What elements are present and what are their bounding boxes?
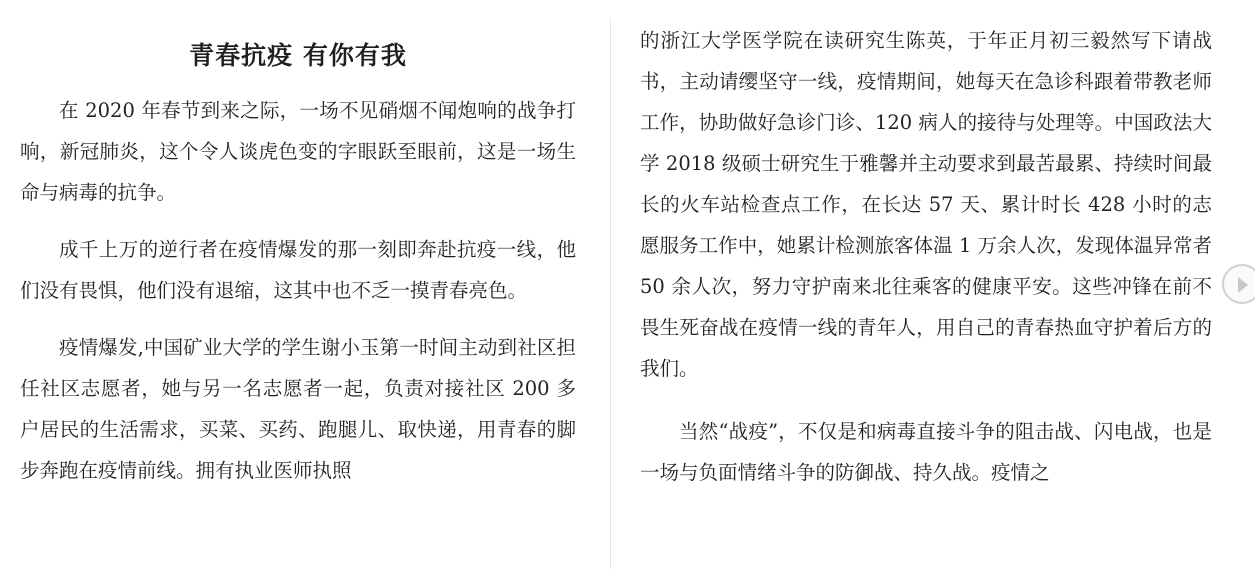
chevron-right-icon bbox=[1236, 276, 1250, 294]
page-divider bbox=[610, 18, 611, 569]
paragraph-2: 成千上万的逆行者在疫情爆发的那一刻即奔赴抗疫一线，他们没有畏惧，他们没有退缩，这其中也不乏一摸青春亮色。 bbox=[20, 238, 576, 302]
left-page bbox=[0, 0, 590, 569]
paragraph-3-continued: 的浙江大学医学院在读研究生陈英，于年正月初三毅然写下请战书，主动请缨坚守一线，疫情期间，她每天在急诊科跟着带教老师工作，协助做好急诊门诊、120 病人的接待与处理等。中国政法大学 2018 级硕士研究生于雅馨并主动要求到最苦最累、持续时间最长的火车站检查点工作，在长达 57 天、累计时长 428 小时的志愿服务工作中，她累计检测旅客体温 1 万余人次，发现体温异常者 50 余人次，努力守护南来北往乘客的健康平安。这些冲锋在前不畏生死奋战在疫情一线的青年人，用自己的青春热血守护着后方的我们。 bbox=[640, 29, 1212, 380]
paragraph-1: 在 2020 年春节到来之际，一场不见硝烟不闻炮响的战争打响，新冠肺炎，这个令人谈虎色变的字眼跃至眼前，这是一场生命与病毒的抗争。 bbox=[20, 99, 576, 204]
paragraph-3: 疫情爆发,中国矿业大学的学生谢小玉第一时间主动到社区担任社区志愿者，她与另一名志愿者一起，负责对接社区 200 多户居民的生活需求，买菜、买药、跑腿儿、取快递，用青春的脚步奔跑在疫情前线。拥有执业医师执照 bbox=[20, 336, 576, 482]
article-title: 青春抗疫 有你有我 bbox=[189, 41, 407, 70]
right-page bbox=[640, 0, 1212, 569]
next-page-button[interactable] bbox=[1222, 264, 1255, 304]
paragraph-4: 当然“战疫”，不仅是和病毒直接斗争的阻击战、闪电战，也是一场与负面情绪斗争的防御战、持久战。疫情之 bbox=[640, 420, 1212, 484]
